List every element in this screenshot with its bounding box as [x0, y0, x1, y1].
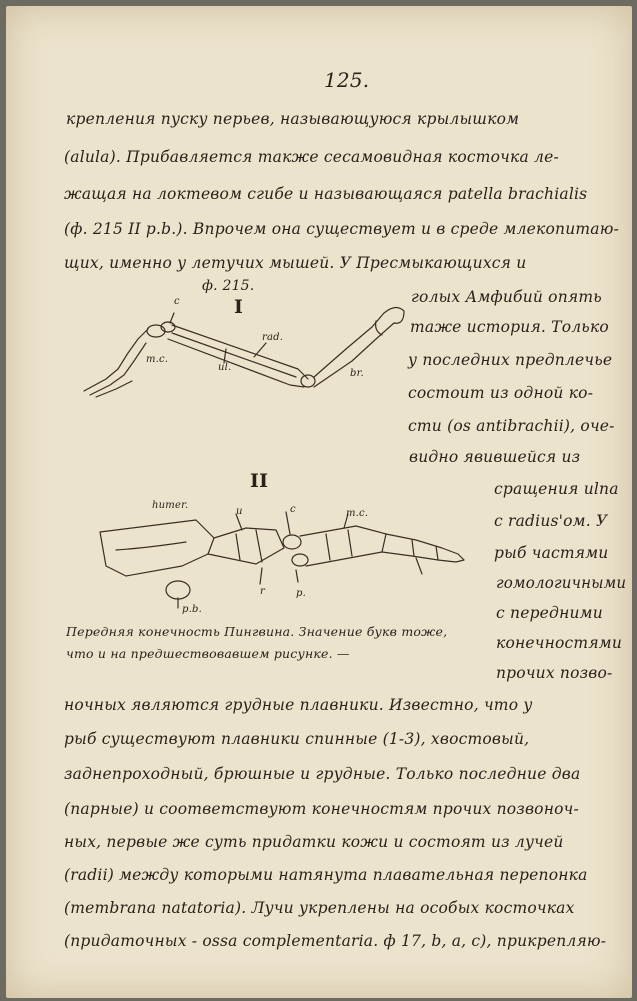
text-line: крепления пуску перьев, называющуюся крылышком — [66, 110, 520, 128]
flipper-bones-drawing — [86, 490, 486, 620]
text-line: жащая на локтевом сгибе и называющаяся patella brachialis — [64, 185, 588, 203]
part-label: c — [174, 296, 180, 307]
text-line: голых Амфибий опять — [411, 288, 602, 306]
text-line: состоит из одной ко- — [408, 384, 594, 402]
part-label: u — [236, 506, 243, 517]
text-line: (alula). Прибавляется также сесамовидная косточка ле- — [64, 148, 559, 166]
figure-roman-1: I — [234, 296, 244, 318]
part-label: m.c. — [346, 508, 369, 519]
text-line: гомологичными — [496, 574, 627, 592]
page-number: 125. — [324, 68, 370, 92]
part-label: p.b. — [182, 604, 202, 615]
text-line: таже история. Только — [410, 318, 609, 336]
figure-number: ф. 215. — [202, 278, 255, 294]
text-line: конечностями — [496, 634, 623, 652]
text-line: заднепроходный, брюшные и грудные. Только последние два — [64, 765, 581, 783]
part-label: c — [290, 504, 296, 515]
part-label: p. — [296, 588, 306, 599]
text-line: прочих позво- — [496, 664, 613, 682]
text-line: с radius'ом. У — [494, 512, 608, 530]
text-line: у последних предплечье — [408, 351, 613, 369]
text-line: видно явившейся из — [409, 448, 581, 466]
part-label: m.c. — [146, 354, 169, 365]
text-line: щих, именно у летучих мышей. У Пресмыкающихся и — [64, 254, 527, 272]
text-line: (radii) между которыми натянута плавательная перепонка — [64, 866, 588, 884]
part-label: br. — [350, 368, 364, 379]
manuscript-page — [6, 6, 632, 998]
text-line: сти (os antibrachii), оче- — [408, 417, 615, 435]
text-line: ных, первые же суть придатки кожи и состоят из лучей — [64, 833, 564, 851]
text-line: (membrana natatoria). Лучи укреплены на особых косточках — [64, 899, 575, 917]
text-line: сращения ulna — [494, 480, 619, 498]
text-line: с передними — [496, 604, 603, 622]
part-label: rad. — [262, 332, 284, 343]
text-line: рыб существуют плавники спинные (1-3), хвостовый, — [64, 730, 530, 748]
part-label: ul. — [218, 362, 232, 373]
text-line: ночных являются грудные плавники. Известно, что у — [64, 696, 533, 714]
part-label: r — [260, 586, 265, 597]
text-line: (придаточных - ossa complementaria. ф 17, b, a, c), прикрепляю- — [64, 932, 607, 950]
figure-roman-2: II — [250, 470, 269, 492]
text-line: (ф. 215 II p.b.). Впрочем она существует и в среде млекопитаю- — [64, 220, 620, 238]
text-line: (парные) и соответствуют конечностям прочих позвоноч- — [64, 800, 579, 818]
wing-bones-drawing — [76, 291, 406, 406]
figure-caption: Передняя конечность Пингвина. Значение букв тоже, — [66, 624, 448, 639]
part-label: humer. — [152, 500, 189, 511]
text-line: рыб частями — [494, 544, 609, 562]
figure-caption: что и на предшествовавшем рисунке. — — [66, 646, 350, 661]
